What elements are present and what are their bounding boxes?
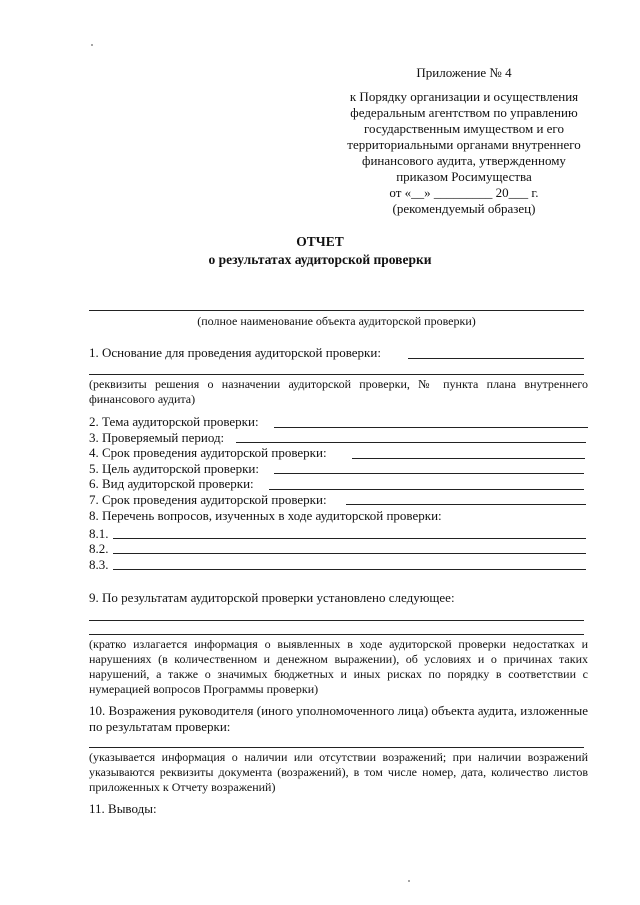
subitem-8-3-field [113, 569, 586, 570]
item-1-label: 1. Основание для проведения аудиторской проверки: [89, 345, 381, 360]
item-9-line-1 [89, 620, 584, 621]
item-5-field [274, 473, 584, 474]
appendix-line: к Порядку организации и осуществления [349, 89, 579, 104]
item-11-label: 11. Выводы: [89, 801, 157, 816]
item-4-label: 4. Срок проведения аудиторской проверки: [89, 445, 327, 460]
appendix-sample-note: (рекомендуемый образец) [392, 201, 536, 216]
appendix-line: приказом Росимущества [396, 169, 532, 184]
item-2-field [274, 427, 588, 428]
object-name-caption: (полное наименование объекта аудиторской проверки) [197, 314, 476, 328]
item-6-label: 6. Вид аудиторской проверки: [89, 476, 254, 491]
item-3-label: 3. Проверяемый период: [89, 430, 225, 445]
report-title: ОТЧЕТ [296, 234, 344, 249]
item-8-label: 8. Перечень вопросов, изученных в ходе аудиторской проверки: [89, 508, 442, 523]
item-1-field [408, 358, 584, 359]
appendix-line: территориальными органами внутреннего [347, 137, 581, 152]
appendix-block [330, 65, 598, 217]
report-subtitle: о результатах аудиторской проверки [208, 252, 432, 267]
appendix-line: федеральным агентством по управлению [350, 105, 578, 120]
appendix-title: Приложение № 4 [416, 65, 512, 80]
appendix-line: финансового аудита, утвержденному [362, 153, 566, 168]
subitem-8-1-field [113, 538, 586, 539]
scan-speck [91, 44, 93, 46]
item-7-field [346, 504, 586, 505]
item-4-field [352, 458, 585, 459]
item-9-label: 9. По результатам аудиторской проверки установлено следующее: [89, 590, 455, 605]
item-10-label: 10. Возражения руководителя (иного уполномоченного лица) объекта аудита, изложенные по результатам проверки: [89, 703, 588, 734]
item-2-label: 2. Тема аудиторской проверки: [89, 414, 259, 429]
item-5-label: 5. Цель аудиторской проверки: [89, 461, 260, 476]
item-9-line-2 [89, 634, 584, 635]
subitem-8-1-label: 8.1. [89, 526, 109, 541]
appendix-date-line: от «__» _________ 20___ г. [389, 185, 539, 200]
item-9-note: (кратко излагается информация о выявленных в ходе аудиторской проверки недостатках и нарушениях (в количественном и денежном выражении), об условиях и о причинах таких нарушений, а также о значимых бюджетных и иных рисках по порядку в соответствии с нумерацией вопросов Программы проверки) [89, 637, 588, 696]
item-7-label: 7. Срок проведения аудиторской проверки: [89, 492, 327, 507]
scan-speck [408, 880, 410, 882]
item-10-field [89, 747, 584, 748]
item-1-second-line [89, 374, 584, 375]
subitem-8-2-field [113, 553, 586, 554]
subitem-8-2-label: 8.2. [89, 541, 109, 556]
object-name-line [89, 310, 584, 311]
item-10-note: (указывается информация о наличии или отсутствии возражений; при наличии возражений указываются реквизиты документа (возражений), в том числе номер, дата, количество листов приложенных к Отчету возражений) [89, 750, 588, 794]
appendix-line: государственным имуществом и его [364, 121, 564, 136]
item-3-field [236, 442, 586, 443]
item-6-field [269, 489, 584, 490]
subitem-8-3-label: 8.3. [89, 557, 109, 572]
item-1-note: (реквизиты решения о назначении аудиторской проверки, № пункта плана внутреннего финансового аудита) [89, 377, 588, 406]
